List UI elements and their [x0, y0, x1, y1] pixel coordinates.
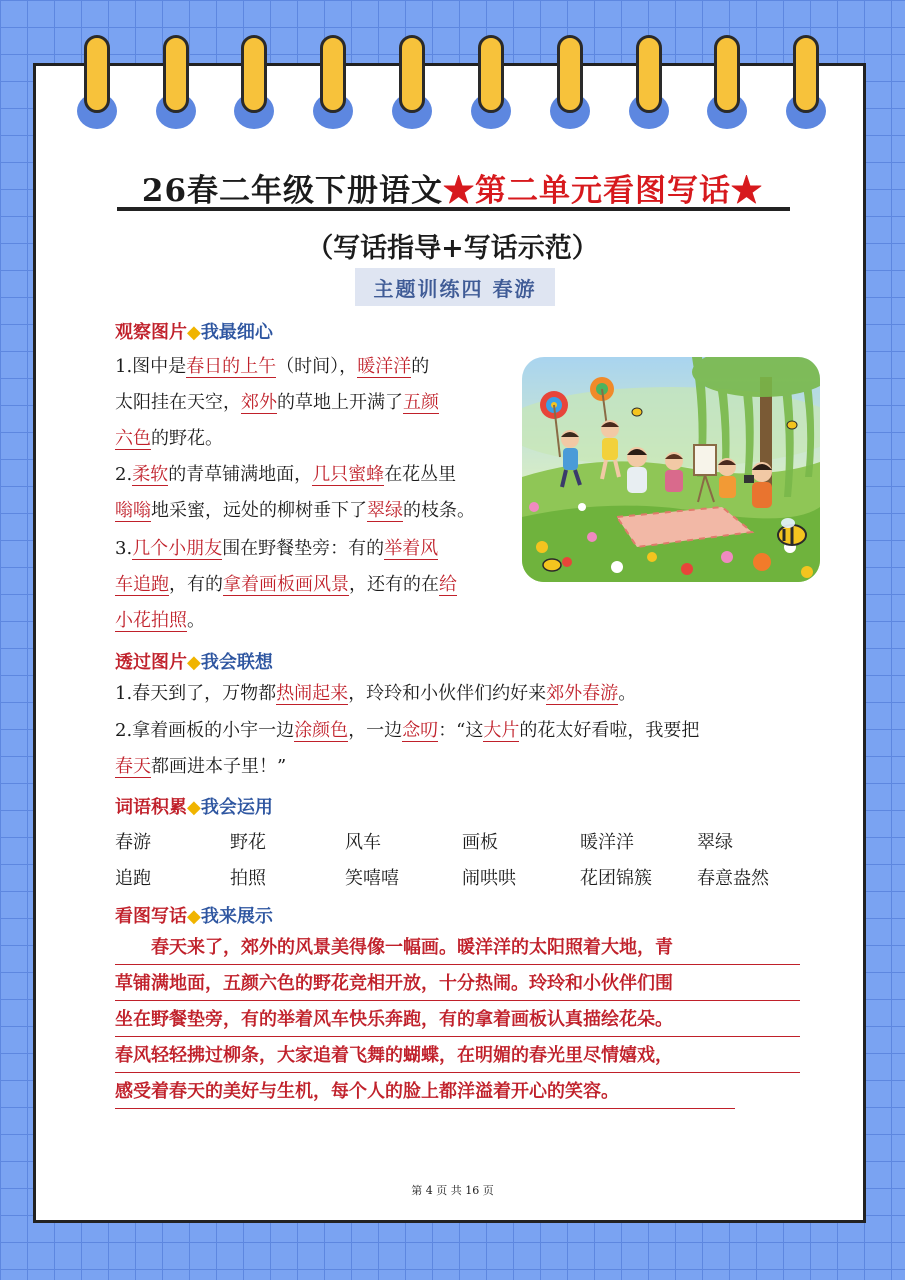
text-segment: ：“这	[438, 720, 484, 741]
text-segment: 。	[618, 683, 637, 704]
diamond-icon: ◆	[187, 322, 201, 343]
keyword: 几个小朋友	[132, 538, 223, 559]
imagine-line	[115, 756, 286, 778]
picnic-scene-image	[522, 357, 820, 582]
text-segment: 在花丛里	[384, 464, 457, 485]
observe-line	[115, 538, 438, 560]
spring-outing-illustration	[522, 357, 820, 582]
binder-ring	[704, 35, 750, 131]
observe-line	[115, 610, 205, 632]
diamond-icon: ◆	[187, 797, 201, 818]
keyword: 春天	[115, 756, 151, 777]
ring-clip	[636, 35, 662, 113]
text-segment: 的枝条。	[403, 500, 475, 521]
text-segment: ，一边	[348, 720, 403, 741]
text-segment: 的花太好看啦，我要把	[519, 720, 700, 741]
binder-ring	[547, 35, 593, 131]
keyword: 热闹起来	[276, 683, 349, 704]
essay-underline	[115, 1072, 800, 1073]
title-main: 26春二年级下册语文	[141, 173, 444, 209]
vocab-word: 野花	[230, 832, 266, 853]
essay-line: 春风轻轻拂过柳条，大家追着飞舞的蝴蝶，在明媚的春光里尽情嬉戏，	[115, 1045, 673, 1066]
observe-line	[115, 464, 456, 486]
keyword: 郊外	[241, 392, 277, 413]
imagine-line	[115, 683, 636, 705]
diamond-icon: ◆	[187, 652, 201, 673]
vocab-word: 笑嘻嘻	[345, 868, 399, 889]
section-observe-tag: 我最细心	[200, 322, 273, 343]
ring-clip	[399, 35, 425, 113]
text-segment: 地采蜜，远处的柳树垂下了	[151, 500, 367, 521]
keyword: 拿着画板画风景	[223, 574, 349, 595]
section-essay-heading	[115, 902, 273, 928]
text-segment: ，有的	[169, 574, 223, 595]
keyword: 小花拍照	[115, 610, 187, 631]
ring-clip	[241, 35, 267, 113]
observe-line	[115, 428, 223, 450]
vocab-word: 画板	[462, 832, 498, 853]
section-vocab-title: 词语积累	[115, 797, 187, 818]
keyword: 柔软	[132, 464, 169, 485]
vocab-word: 春意盎然	[697, 868, 769, 889]
binder-ring	[783, 35, 829, 131]
text-segment: （时间），	[276, 356, 358, 377]
keyword: 念叨	[402, 720, 439, 741]
vocab-word: 追跑	[115, 868, 151, 889]
binder-rings	[0, 0, 905, 140]
text-segment: 1.图中是	[115, 356, 187, 377]
text-segment: 2.拿着画板的小宇一边	[115, 720, 295, 741]
text-segment: 2.	[115, 464, 133, 485]
text-segment: 的青草铺满地面，	[168, 464, 313, 485]
section-imagine-title: 透过图片	[115, 652, 187, 673]
keyword: 六色	[115, 428, 151, 449]
observe-line	[115, 356, 429, 378]
page-number: 第 4 页 共 16 页	[411, 1184, 494, 1197]
vocab-word: 翠绿	[697, 832, 733, 853]
keyword: 大片	[483, 720, 520, 741]
text-segment: 3.	[115, 538, 133, 559]
theme-label: 主题训练四 春游	[355, 268, 555, 306]
essay-line: 春天来了，郊外的风景美得像一幅画。暖洋洋的太阳照着大地，青	[115, 937, 673, 958]
keyword: 郊外春游	[546, 683, 619, 704]
text-segment: ，还有的在	[349, 574, 439, 595]
text-segment: 的草地上开满了	[277, 392, 403, 413]
text-segment: 1.春天到了，万物都	[115, 683, 277, 704]
section-essay-title: 看图写话	[115, 906, 187, 927]
essay-line: 感受着春天的美好与生机，每个人的脸上都洋溢着开心的笑容。	[115, 1081, 619, 1102]
essay-underline	[115, 1108, 735, 1109]
ring-clip	[714, 35, 740, 113]
vocab-word: 闹哄哄	[462, 868, 516, 889]
page-title	[0, 165, 905, 210]
section-observe-title: 观察图片	[115, 322, 187, 343]
keyword: 暖洋洋	[357, 356, 412, 377]
ring-clip	[163, 35, 189, 113]
essay-underline	[115, 1036, 800, 1037]
section-vocab-heading	[115, 793, 273, 819]
keyword: 给	[439, 574, 457, 595]
ring-clip	[793, 35, 819, 113]
ring-clip	[84, 35, 110, 113]
vocab-word: 拍照	[230, 868, 266, 889]
keyword: 春日的上午	[186, 356, 277, 377]
keyword: 车追跑	[115, 574, 169, 595]
binder-ring	[153, 35, 199, 131]
keyword: 嗡嗡	[115, 500, 151, 521]
keyword: 涂颜色	[294, 720, 349, 741]
ring-clip	[478, 35, 504, 113]
keyword: 五颜	[403, 392, 439, 413]
text-segment: 的	[411, 356, 430, 377]
vocab-word: 花团锦簇	[580, 868, 652, 889]
vocab-word: 风车	[345, 832, 381, 853]
keyword: 几只蜜蜂	[312, 464, 385, 485]
text-segment: 太阳挂在天空，	[115, 392, 241, 413]
binder-ring	[74, 35, 120, 131]
text-segment: 。	[187, 610, 205, 631]
section-essay-tag: 我来展示	[200, 906, 273, 927]
diamond-icon: ◆	[187, 906, 201, 927]
keyword: 翠绿	[367, 500, 403, 521]
section-imagine-heading	[115, 648, 273, 674]
vocab-word: 春游	[115, 832, 151, 853]
text-segment: 围在野餐垫旁：有的	[222, 538, 385, 559]
page-subtitle: （写话指导+写话示范）	[306, 233, 599, 264]
essay-line: 坐在野餐垫旁，有的举着风车快乐奔跑，有的拿着画板认真描绘花朵。	[115, 1009, 673, 1030]
essay-underline	[115, 1000, 800, 1001]
binder-ring	[389, 35, 435, 131]
binder-ring	[626, 35, 672, 131]
binder-ring	[231, 35, 277, 131]
observe-line	[115, 500, 475, 522]
title-underline	[117, 207, 790, 211]
section-observe-heading	[115, 318, 273, 344]
essay-line: 草铺满地面，五颜六色的野花竞相开放，十分热闹。玲玲和小伙伴们围	[115, 973, 673, 994]
text-segment: 都画进本子里！”	[151, 756, 287, 777]
imagine-line	[115, 720, 699, 742]
observe-line	[115, 574, 457, 596]
observe-line	[115, 392, 439, 414]
keyword: 举着风	[384, 538, 439, 559]
ring-clip	[320, 35, 346, 113]
essay-underline	[115, 964, 800, 965]
text-segment: 的野花。	[151, 428, 223, 449]
section-vocab-tag: 我会运用	[200, 797, 273, 818]
ring-clip	[557, 35, 583, 113]
section-imagine-tag: 我会联想	[200, 652, 273, 673]
vocab-word: 暖洋洋	[580, 832, 634, 853]
binder-ring	[310, 35, 356, 131]
title-unit: ★第二单元看图写话★	[443, 173, 764, 209]
binder-ring	[468, 35, 514, 131]
text-segment: ，玲玲和小伙伴们约好来	[348, 683, 547, 704]
